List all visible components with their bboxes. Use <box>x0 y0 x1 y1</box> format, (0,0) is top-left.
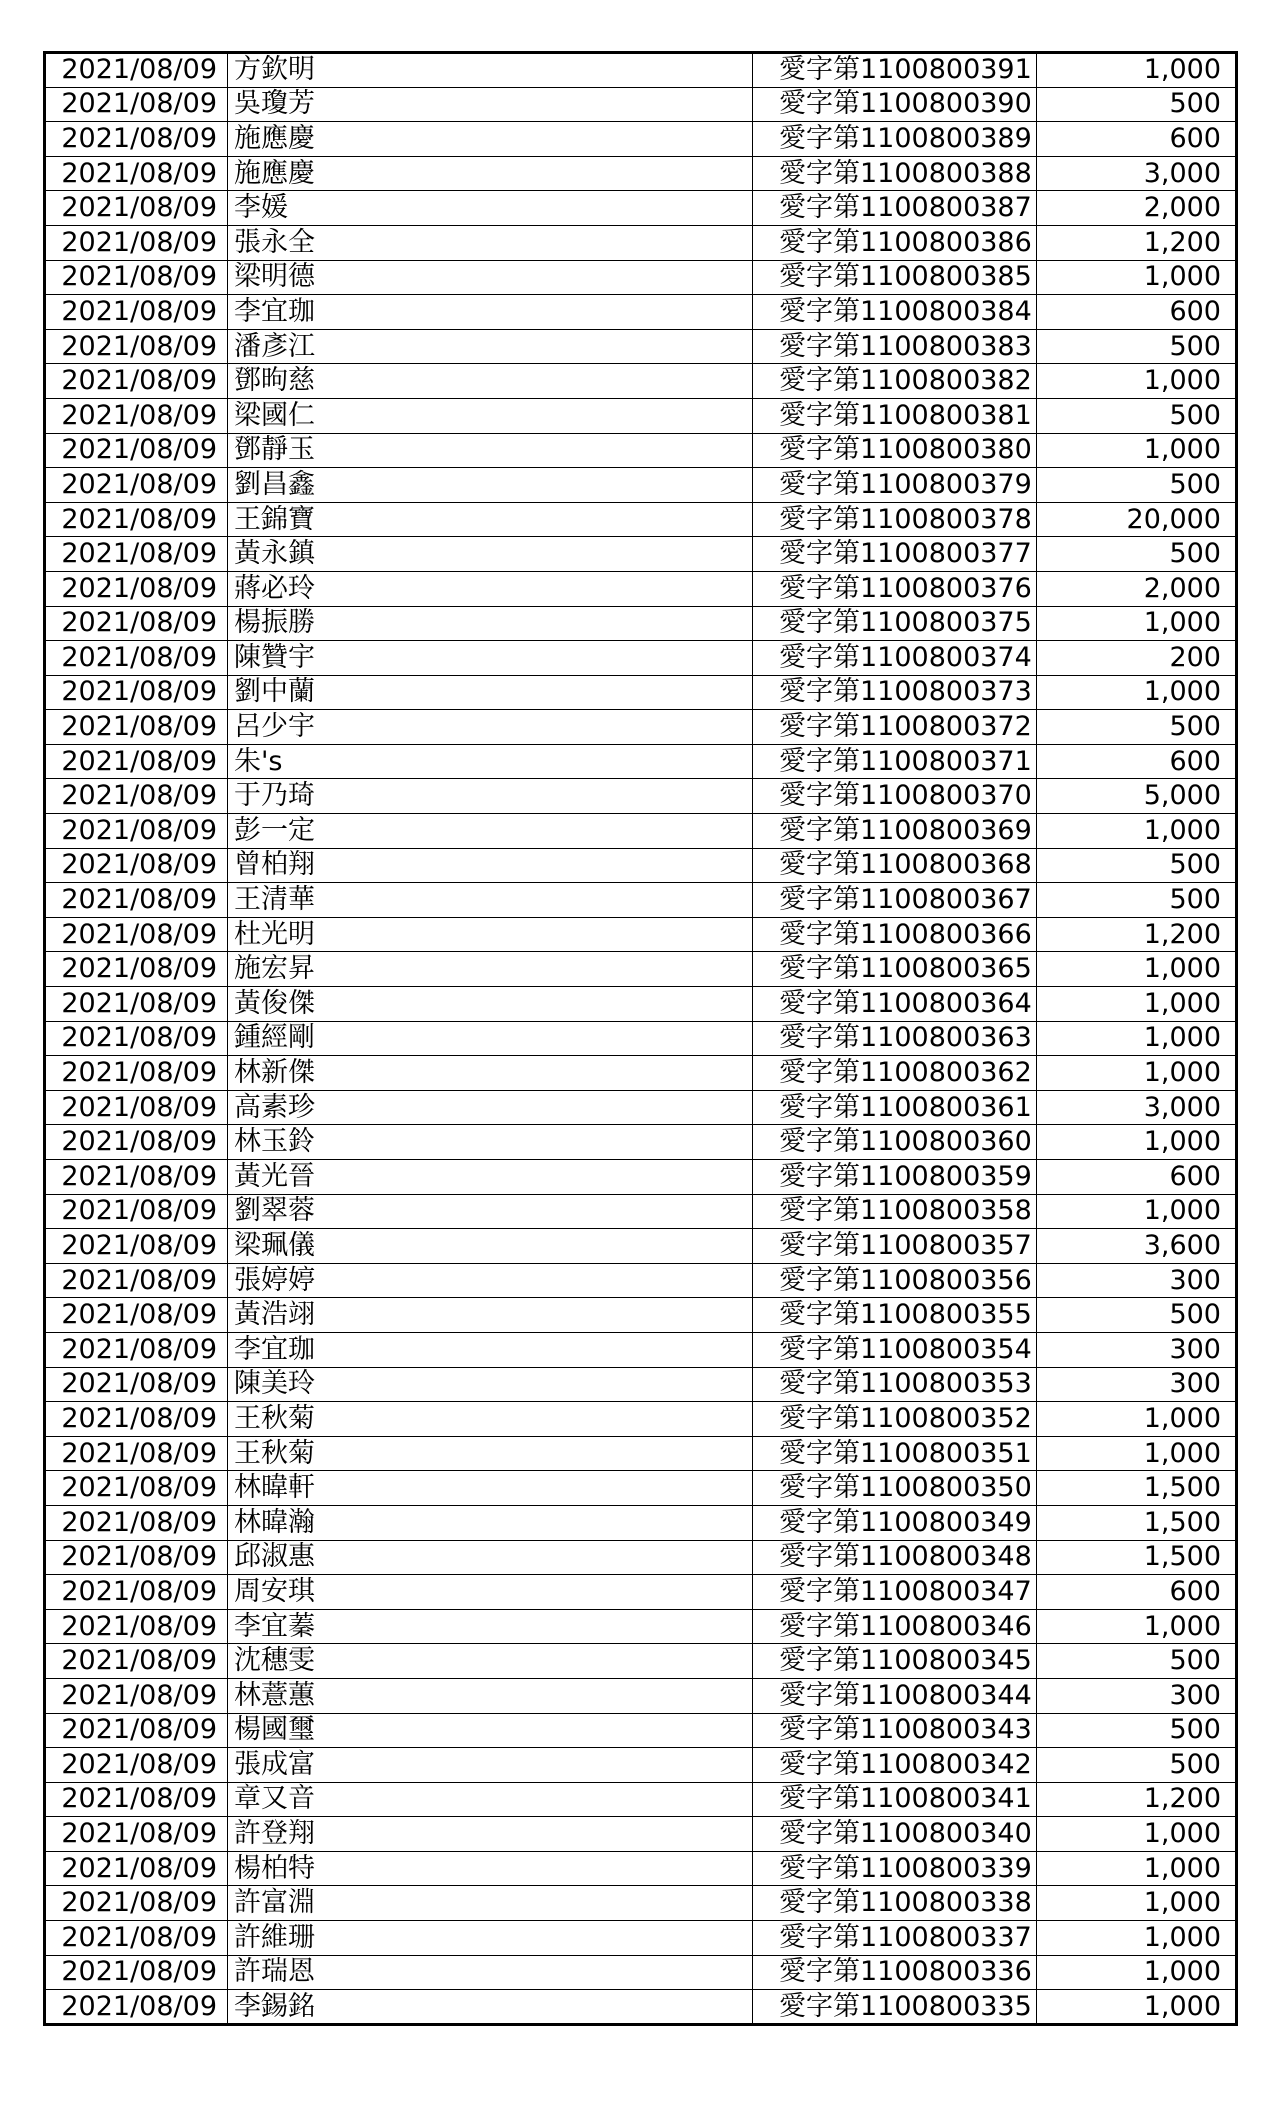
amount-cell: 200 <box>1037 641 1237 676</box>
amount-cell: 3,600 <box>1037 1229 1237 1264</box>
name-cell: 施應慶 <box>228 122 753 157</box>
receipt-number-cell: 愛字第1100800335 <box>753 1990 1037 2025</box>
name-cell: 鍾經剛 <box>228 1021 753 1056</box>
table-row <box>45 1298 1237 1333</box>
table-row <box>45 1263 1237 1298</box>
date-cell: 2021/08/09 <box>45 1160 228 1195</box>
table-row <box>45 1990 1237 2025</box>
name-cell: 曾柏翔 <box>228 848 753 883</box>
table-row <box>45 1817 1237 1852</box>
amount-cell: 500 <box>1037 1748 1237 1783</box>
name-cell: 邱淑惠 <box>228 1540 753 1575</box>
name-cell: 沈穗雯 <box>228 1644 753 1679</box>
receipt-number-cell: 愛字第1100800388 <box>753 156 1037 191</box>
table-row <box>45 1471 1237 1506</box>
amount-cell: 500 <box>1037 710 1237 745</box>
table-row <box>45 744 1237 779</box>
amount-cell: 1,200 <box>1037 917 1237 952</box>
table-row <box>45 1056 1237 1091</box>
name-cell: 黃光晉 <box>228 1160 753 1195</box>
name-cell: 許登翔 <box>228 1817 753 1852</box>
receipt-number-cell: 愛字第1100800347 <box>753 1575 1037 1610</box>
date-cell: 2021/08/09 <box>45 1713 228 1748</box>
amount-cell: 1,000 <box>1037 1125 1237 1160</box>
date-cell: 2021/08/09 <box>45 1332 228 1367</box>
date-cell: 2021/08/09 <box>45 1575 228 1610</box>
date-cell: 2021/08/09 <box>45 987 228 1022</box>
receipt-number-cell: 愛字第1100800358 <box>753 1194 1037 1229</box>
name-cell: 于乃琦 <box>228 779 753 814</box>
table-row <box>45 398 1237 433</box>
table-row <box>45 675 1237 710</box>
date-cell: 2021/08/09 <box>45 433 228 468</box>
receipt-number-cell: 愛字第1100800366 <box>753 917 1037 952</box>
amount-cell: 600 <box>1037 744 1237 779</box>
receipt-number-cell: 愛字第1100800377 <box>753 537 1037 572</box>
table-row <box>45 1782 1237 1817</box>
name-cell: 李宜珈 <box>228 295 753 330</box>
receipt-number-cell: 愛字第1100800341 <box>753 1782 1037 1817</box>
receipt-number-cell: 愛字第1100800376 <box>753 571 1037 606</box>
amount-cell: 500 <box>1037 1713 1237 1748</box>
table-row <box>45 641 1237 676</box>
receipt-number-cell: 愛字第1100800385 <box>753 260 1037 295</box>
amount-cell: 500 <box>1037 398 1237 433</box>
date-cell: 2021/08/09 <box>45 917 228 952</box>
amount-cell: 1,200 <box>1037 225 1237 260</box>
amount-cell: 500 <box>1037 537 1237 572</box>
name-cell: 吳瓊芳 <box>228 87 753 122</box>
table-row <box>45 1160 1237 1195</box>
table-row <box>45 468 1237 503</box>
amount-cell: 600 <box>1037 1575 1237 1610</box>
date-cell: 2021/08/09 <box>45 1367 228 1402</box>
date-cell: 2021/08/09 <box>45 329 228 364</box>
date-cell: 2021/08/09 <box>45 398 228 433</box>
table-row <box>45 156 1237 191</box>
date-cell: 2021/08/09 <box>45 502 228 537</box>
receipt-number-cell: 愛字第1100800370 <box>753 779 1037 814</box>
table-row <box>45 502 1237 537</box>
date-cell: 2021/08/09 <box>45 1436 228 1471</box>
amount-cell: 1,000 <box>1037 987 1237 1022</box>
receipt-number-cell: 愛字第1100800342 <box>753 1748 1037 1783</box>
amount-cell: 1,500 <box>1037 1540 1237 1575</box>
table-row <box>45 87 1237 122</box>
receipt-number-cell: 愛字第1100800386 <box>753 225 1037 260</box>
date-cell: 2021/08/09 <box>45 606 228 641</box>
amount-cell: 600 <box>1037 1160 1237 1195</box>
date-cell: 2021/08/09 <box>45 1194 228 1229</box>
table-row <box>45 1713 1237 1748</box>
amount-cell: 1,000 <box>1037 1955 1237 1990</box>
amount-cell: 5,000 <box>1037 779 1237 814</box>
name-cell: 王清華 <box>228 883 753 918</box>
name-cell: 張成富 <box>228 1748 753 1783</box>
table-row <box>45 1436 1237 1471</box>
table-row <box>45 364 1237 399</box>
date-cell: 2021/08/09 <box>45 744 228 779</box>
receipt-number-cell: 愛字第1100800360 <box>753 1125 1037 1160</box>
receipt-number-cell: 愛字第1100800348 <box>753 1540 1037 1575</box>
amount-cell: 1,000 <box>1037 433 1237 468</box>
table-row <box>45 1851 1237 1886</box>
date-cell: 2021/08/09 <box>45 295 228 330</box>
date-cell: 2021/08/09 <box>45 1990 228 2025</box>
table-row <box>45 1125 1237 1160</box>
amount-cell: 1,000 <box>1037 1817 1237 1852</box>
receipt-number-cell: 愛字第1100800389 <box>753 122 1037 157</box>
amount-cell: 1,000 <box>1037 606 1237 641</box>
table-row <box>45 1021 1237 1056</box>
date-cell: 2021/08/09 <box>45 1748 228 1783</box>
date-cell: 2021/08/09 <box>45 1263 228 1298</box>
receipt-number-cell: 愛字第1100800351 <box>753 1436 1037 1471</box>
date-cell: 2021/08/09 <box>45 779 228 814</box>
receipt-number-cell: 愛字第1100800344 <box>753 1678 1037 1713</box>
receipt-number-cell: 愛字第1100800378 <box>753 502 1037 537</box>
date-cell: 2021/08/09 <box>45 1471 228 1506</box>
receipt-number-cell: 愛字第1100800352 <box>753 1402 1037 1437</box>
date-cell: 2021/08/09 <box>45 1886 228 1921</box>
date-cell: 2021/08/09 <box>45 1644 228 1679</box>
amount-cell: 500 <box>1037 883 1237 918</box>
amount-cell: 500 <box>1037 848 1237 883</box>
receipt-number-cell: 愛字第1100800345 <box>753 1644 1037 1679</box>
table-row <box>45 883 1237 918</box>
name-cell: 楊柏特 <box>228 1851 753 1886</box>
date-cell: 2021/08/09 <box>45 814 228 849</box>
amount-cell: 500 <box>1037 1644 1237 1679</box>
amount-cell: 1,000 <box>1037 1021 1237 1056</box>
receipt-number-cell: 愛字第1100800346 <box>753 1609 1037 1644</box>
date-cell: 2021/08/09 <box>45 87 228 122</box>
receipt-number-cell: 愛字第1100800355 <box>753 1298 1037 1333</box>
date-cell: 2021/08/09 <box>45 1678 228 1713</box>
date-cell: 2021/08/09 <box>45 1817 228 1852</box>
table-row <box>45 1748 1237 1783</box>
name-cell: 施宏昇 <box>228 952 753 987</box>
table-row <box>45 1367 1237 1402</box>
date-cell: 2021/08/09 <box>45 675 228 710</box>
receipt-number-cell: 愛字第1100800379 <box>753 468 1037 503</box>
table-row <box>45 1644 1237 1679</box>
date-cell: 2021/08/09 <box>45 883 228 918</box>
name-cell: 朱's <box>228 744 753 779</box>
receipt-number-cell: 愛字第1100800375 <box>753 606 1037 641</box>
amount-cell: 1,000 <box>1037 260 1237 295</box>
name-cell: 李宜珈 <box>228 1332 753 1367</box>
date-cell: 2021/08/09 <box>45 571 228 606</box>
amount-cell: 500 <box>1037 468 1237 503</box>
amount-cell: 500 <box>1037 329 1237 364</box>
table-row <box>45 1229 1237 1264</box>
table-row <box>45 1609 1237 1644</box>
name-cell: 梁明德 <box>228 260 753 295</box>
amount-cell: 300 <box>1037 1263 1237 1298</box>
name-cell: 梁國仁 <box>228 398 753 433</box>
receipt-number-cell: 愛字第1100800354 <box>753 1332 1037 1367</box>
receipt-number-cell: 愛字第1100800368 <box>753 848 1037 883</box>
date-cell: 2021/08/09 <box>45 848 228 883</box>
name-cell: 李錫銘 <box>228 1990 753 2025</box>
name-cell: 王秋菊 <box>228 1436 753 1471</box>
amount-cell: 1,000 <box>1037 53 1237 88</box>
date-cell: 2021/08/09 <box>45 1229 228 1264</box>
date-cell: 2021/08/09 <box>45 710 228 745</box>
name-cell: 李宜蓁 <box>228 1609 753 1644</box>
receipt-number-cell: 愛字第1100800383 <box>753 329 1037 364</box>
receipt-number-cell: 愛字第1100800367 <box>753 883 1037 918</box>
name-cell: 呂少宇 <box>228 710 753 745</box>
amount-cell: 1,200 <box>1037 1782 1237 1817</box>
amount-cell: 1,000 <box>1037 1609 1237 1644</box>
receipt-number-cell: 愛字第1100800382 <box>753 364 1037 399</box>
table-row <box>45 1540 1237 1575</box>
amount-cell: 300 <box>1037 1367 1237 1402</box>
name-cell: 潘彥江 <box>228 329 753 364</box>
table-row <box>45 1505 1237 1540</box>
name-cell: 楊國璽 <box>228 1713 753 1748</box>
table-row <box>45 987 1237 1022</box>
receipt-number-cell: 愛字第1100800363 <box>753 1021 1037 1056</box>
date-cell: 2021/08/09 <box>45 1125 228 1160</box>
name-cell: 林暐軒 <box>228 1471 753 1506</box>
table-row <box>45 1955 1237 1990</box>
receipt-number-cell: 愛字第1100800381 <box>753 398 1037 433</box>
amount-cell: 3,000 <box>1037 1090 1237 1125</box>
name-cell: 黃永鎮 <box>228 537 753 572</box>
amount-cell: 1,000 <box>1037 1921 1237 1956</box>
receipt-number-cell: 愛字第1100800384 <box>753 295 1037 330</box>
date-cell: 2021/08/09 <box>45 537 228 572</box>
name-cell: 施應慶 <box>228 156 753 191</box>
receipt-number-cell: 愛字第1100800357 <box>753 1229 1037 1264</box>
amount-cell: 600 <box>1037 122 1237 157</box>
table-row <box>45 122 1237 157</box>
receipt-number-cell: 愛字第1100800391 <box>753 53 1037 88</box>
date-cell: 2021/08/09 <box>45 641 228 676</box>
table-row <box>45 433 1237 468</box>
table-row <box>45 260 1237 295</box>
name-cell: 李媛 <box>228 191 753 226</box>
amount-cell: 1,000 <box>1037 1056 1237 1091</box>
amount-cell: 3,000 <box>1037 156 1237 191</box>
date-cell: 2021/08/09 <box>45 1955 228 1990</box>
name-cell: 林暐瀚 <box>228 1505 753 1540</box>
date-cell: 2021/08/09 <box>45 1402 228 1437</box>
donation-ledger-table <box>43 51 1238 2026</box>
receipt-number-cell: 愛字第1100800380 <box>753 433 1037 468</box>
receipt-number-cell: 愛字第1100800361 <box>753 1090 1037 1125</box>
date-cell: 2021/08/09 <box>45 1851 228 1886</box>
name-cell: 楊振勝 <box>228 606 753 641</box>
amount-cell: 1,000 <box>1037 1194 1237 1229</box>
receipt-number-cell: 愛字第1100800356 <box>753 1263 1037 1298</box>
name-cell: 鄧昫慈 <box>228 364 753 399</box>
receipt-number-cell: 愛字第1100800371 <box>753 744 1037 779</box>
amount-cell: 300 <box>1037 1332 1237 1367</box>
amount-cell: 1,500 <box>1037 1471 1237 1506</box>
date-cell: 2021/08/09 <box>45 1540 228 1575</box>
receipt-number-cell: 愛字第1100800343 <box>753 1713 1037 1748</box>
date-cell: 2021/08/09 <box>45 1609 228 1644</box>
name-cell: 王秋菊 <box>228 1402 753 1437</box>
receipt-number-cell: 愛字第1100800372 <box>753 710 1037 745</box>
date-cell: 2021/08/09 <box>45 1298 228 1333</box>
receipt-number-cell: 愛字第1100800350 <box>753 1471 1037 1506</box>
receipt-number-cell: 愛字第1100800387 <box>753 191 1037 226</box>
table-row <box>45 329 1237 364</box>
date-cell: 2021/08/09 <box>45 1090 228 1125</box>
name-cell: 林玉鈴 <box>228 1125 753 1160</box>
receipt-number-cell: 愛字第1100800365 <box>753 952 1037 987</box>
receipt-number-cell: 愛字第1100800353 <box>753 1367 1037 1402</box>
ledger-body <box>45 53 1237 2025</box>
amount-cell: 600 <box>1037 295 1237 330</box>
receipt-number-cell: 愛字第1100800339 <box>753 1851 1037 1886</box>
name-cell: 林新傑 <box>228 1056 753 1091</box>
date-cell: 2021/08/09 <box>45 156 228 191</box>
name-cell: 劉昌鑫 <box>228 468 753 503</box>
name-cell: 章又音 <box>228 1782 753 1817</box>
amount-cell: 1,000 <box>1037 1886 1237 1921</box>
table-row <box>45 1402 1237 1437</box>
table-row <box>45 1921 1237 1956</box>
amount-cell: 1,000 <box>1037 675 1237 710</box>
name-cell: 黃俊傑 <box>228 987 753 1022</box>
date-cell: 2021/08/09 <box>45 1505 228 1540</box>
name-cell: 劉翠蓉 <box>228 1194 753 1229</box>
receipt-number-cell: 愛字第1100800373 <box>753 675 1037 710</box>
receipt-number-cell: 愛字第1100800362 <box>753 1056 1037 1091</box>
date-cell: 2021/08/09 <box>45 468 228 503</box>
amount-cell: 1,000 <box>1037 814 1237 849</box>
table-row <box>45 1575 1237 1610</box>
receipt-number-cell: 愛字第1100800374 <box>753 641 1037 676</box>
amount-cell: 2,000 <box>1037 571 1237 606</box>
date-cell: 2021/08/09 <box>45 260 228 295</box>
table-row <box>45 1090 1237 1125</box>
receipt-number-cell: 愛字第1100800359 <box>753 1160 1037 1195</box>
name-cell: 陳美玲 <box>228 1367 753 1402</box>
date-cell: 2021/08/09 <box>45 1921 228 1956</box>
amount-cell: 1,500 <box>1037 1505 1237 1540</box>
table-row <box>45 848 1237 883</box>
amount-cell: 1,000 <box>1037 1402 1237 1437</box>
name-cell: 張永全 <box>228 225 753 260</box>
table-row <box>45 779 1237 814</box>
name-cell: 蔣必玲 <box>228 571 753 606</box>
name-cell: 梁珮儀 <box>228 1229 753 1264</box>
receipt-number-cell: 愛字第1100800340 <box>753 1817 1037 1852</box>
receipt-number-cell: 愛字第1100800364 <box>753 987 1037 1022</box>
amount-cell: 300 <box>1037 1678 1237 1713</box>
amount-cell: 1,000 <box>1037 1990 1237 2025</box>
amount-cell: 500 <box>1037 87 1237 122</box>
amount-cell: 2,000 <box>1037 191 1237 226</box>
date-cell: 2021/08/09 <box>45 225 228 260</box>
name-cell: 黃浩翊 <box>228 1298 753 1333</box>
table-row <box>45 295 1237 330</box>
date-cell: 2021/08/09 <box>45 122 228 157</box>
receipt-number-cell: 愛字第1100800349 <box>753 1505 1037 1540</box>
table-row <box>45 1886 1237 1921</box>
table-row <box>45 917 1237 952</box>
date-cell: 2021/08/09 <box>45 53 228 88</box>
table-row <box>45 225 1237 260</box>
table-row <box>45 814 1237 849</box>
table-row <box>45 53 1237 88</box>
receipt-number-cell: 愛字第1100800337 <box>753 1921 1037 1956</box>
date-cell: 2021/08/09 <box>45 952 228 987</box>
date-cell: 2021/08/09 <box>45 364 228 399</box>
name-cell: 杜光明 <box>228 917 753 952</box>
amount-cell: 1,000 <box>1037 952 1237 987</box>
name-cell: 許瑞恩 <box>228 1955 753 1990</box>
amount-cell: 1,000 <box>1037 1851 1237 1886</box>
amount-cell: 20,000 <box>1037 502 1237 537</box>
amount-cell: 500 <box>1037 1298 1237 1333</box>
name-cell: 林薏蕙 <box>228 1678 753 1713</box>
table-row <box>45 191 1237 226</box>
name-cell: 鄧靜玉 <box>228 433 753 468</box>
receipt-number-cell: 愛字第1100800338 <box>753 1886 1037 1921</box>
table-row <box>45 952 1237 987</box>
table-row <box>45 1194 1237 1229</box>
date-cell: 2021/08/09 <box>45 1782 228 1817</box>
receipt-number-cell: 愛字第1100800390 <box>753 87 1037 122</box>
table-row <box>45 606 1237 641</box>
date-cell: 2021/08/09 <box>45 1056 228 1091</box>
receipt-number-cell: 愛字第1100800369 <box>753 814 1037 849</box>
receipt-number-cell: 愛字第1100800336 <box>753 1955 1037 1990</box>
table-row <box>45 571 1237 606</box>
date-cell: 2021/08/09 <box>45 191 228 226</box>
name-cell: 彭一定 <box>228 814 753 849</box>
name-cell: 方欽明 <box>228 53 753 88</box>
name-cell: 周安琪 <box>228 1575 753 1610</box>
name-cell: 劉中蘭 <box>228 675 753 710</box>
table-row <box>45 710 1237 745</box>
table-row <box>45 1678 1237 1713</box>
name-cell: 許維珊 <box>228 1921 753 1956</box>
name-cell: 陳贊宇 <box>228 641 753 676</box>
table-row <box>45 537 1237 572</box>
name-cell: 高素珍 <box>228 1090 753 1125</box>
table-row <box>45 1332 1237 1367</box>
date-cell: 2021/08/09 <box>45 1021 228 1056</box>
name-cell: 許富淵 <box>228 1886 753 1921</box>
amount-cell: 1,000 <box>1037 1436 1237 1471</box>
name-cell: 王錦寶 <box>228 502 753 537</box>
amount-cell: 1,000 <box>1037 364 1237 399</box>
name-cell: 張婷婷 <box>228 1263 753 1298</box>
